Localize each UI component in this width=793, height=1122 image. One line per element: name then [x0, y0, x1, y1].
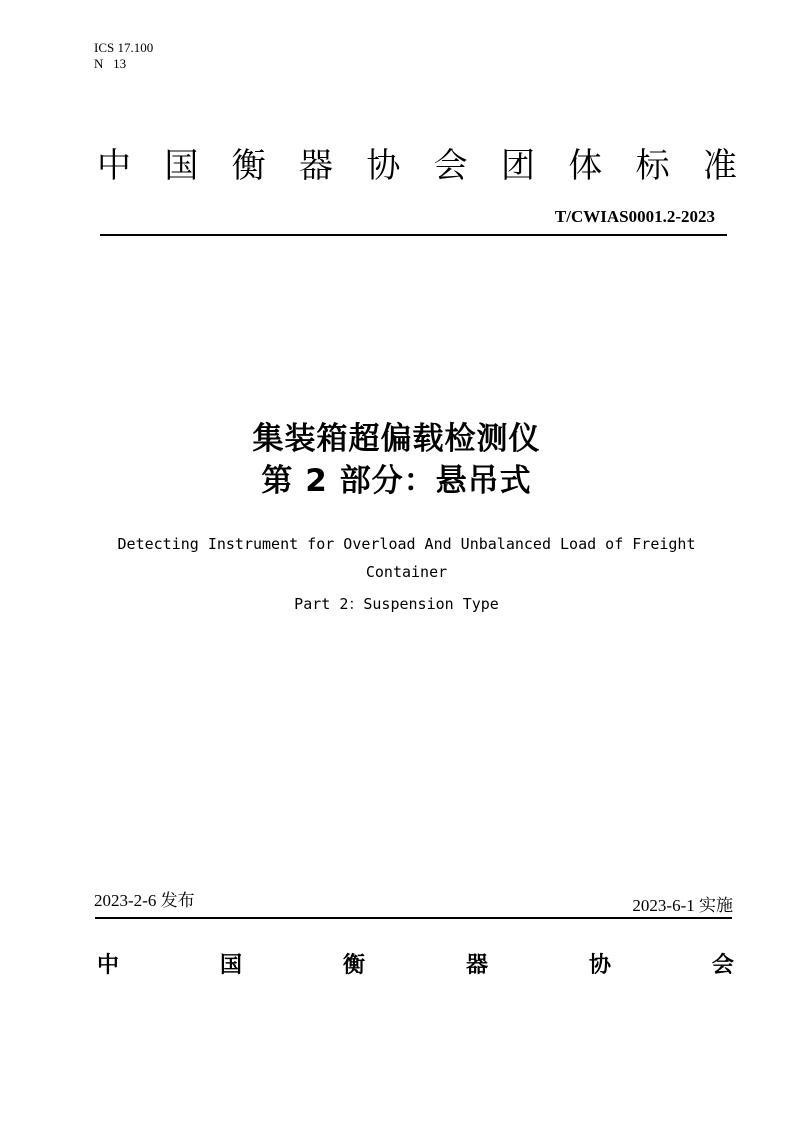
- title-cn-line-2: 第 2 部分：悬吊式: [261, 463, 532, 499]
- standard-type-char: 衡: [231, 146, 266, 186]
- standard-type-char: 国: [164, 146, 199, 186]
- standard-type-char: 器: [298, 146, 333, 186]
- issue-date: 2023-2-6 发布: [94, 891, 195, 910]
- chinese-title: [0, 418, 793, 502]
- standard-type-heading: [97, 146, 737, 186]
- standard-type-char: 准: [702, 146, 737, 186]
- organization-char: 协: [588, 953, 611, 978]
- bottom-divider: [95, 917, 732, 919]
- top-divider: [100, 234, 727, 236]
- classification-codes: [94, 40, 153, 72]
- standard-code: T/CWIAS0001.2-2023: [554, 207, 715, 226]
- organization-char: 中: [97, 953, 120, 978]
- english-part-title: Part 2：Suspension Type: [294, 595, 499, 613]
- issuing-organization: [97, 952, 734, 980]
- ccs-code: N 13: [94, 56, 127, 71]
- standard-type-char: 会: [433, 146, 468, 186]
- ics-code: ICS 17.100: [94, 40, 154, 55]
- standard-type-char: 体: [568, 146, 603, 186]
- title-cn-line-1: 集装箱超偏载检测仪: [252, 421, 541, 457]
- organization-char: 器: [465, 953, 488, 978]
- standard-type-char: 标: [635, 146, 670, 186]
- standard-type-char: 中: [97, 146, 131, 186]
- organization-char: 国: [219, 953, 242, 978]
- organization-char: 会: [711, 953, 734, 978]
- standard-type-char: 团: [500, 146, 535, 186]
- standard-type-char: 协: [366, 146, 401, 186]
- organization-char: 衡: [342, 953, 365, 978]
- english-title: Detecting Instrument for Overload And Unbalanced Load of Freight Container: [117, 535, 696, 581]
- implementation-date: 2023-6-1 实施: [632, 896, 733, 915]
